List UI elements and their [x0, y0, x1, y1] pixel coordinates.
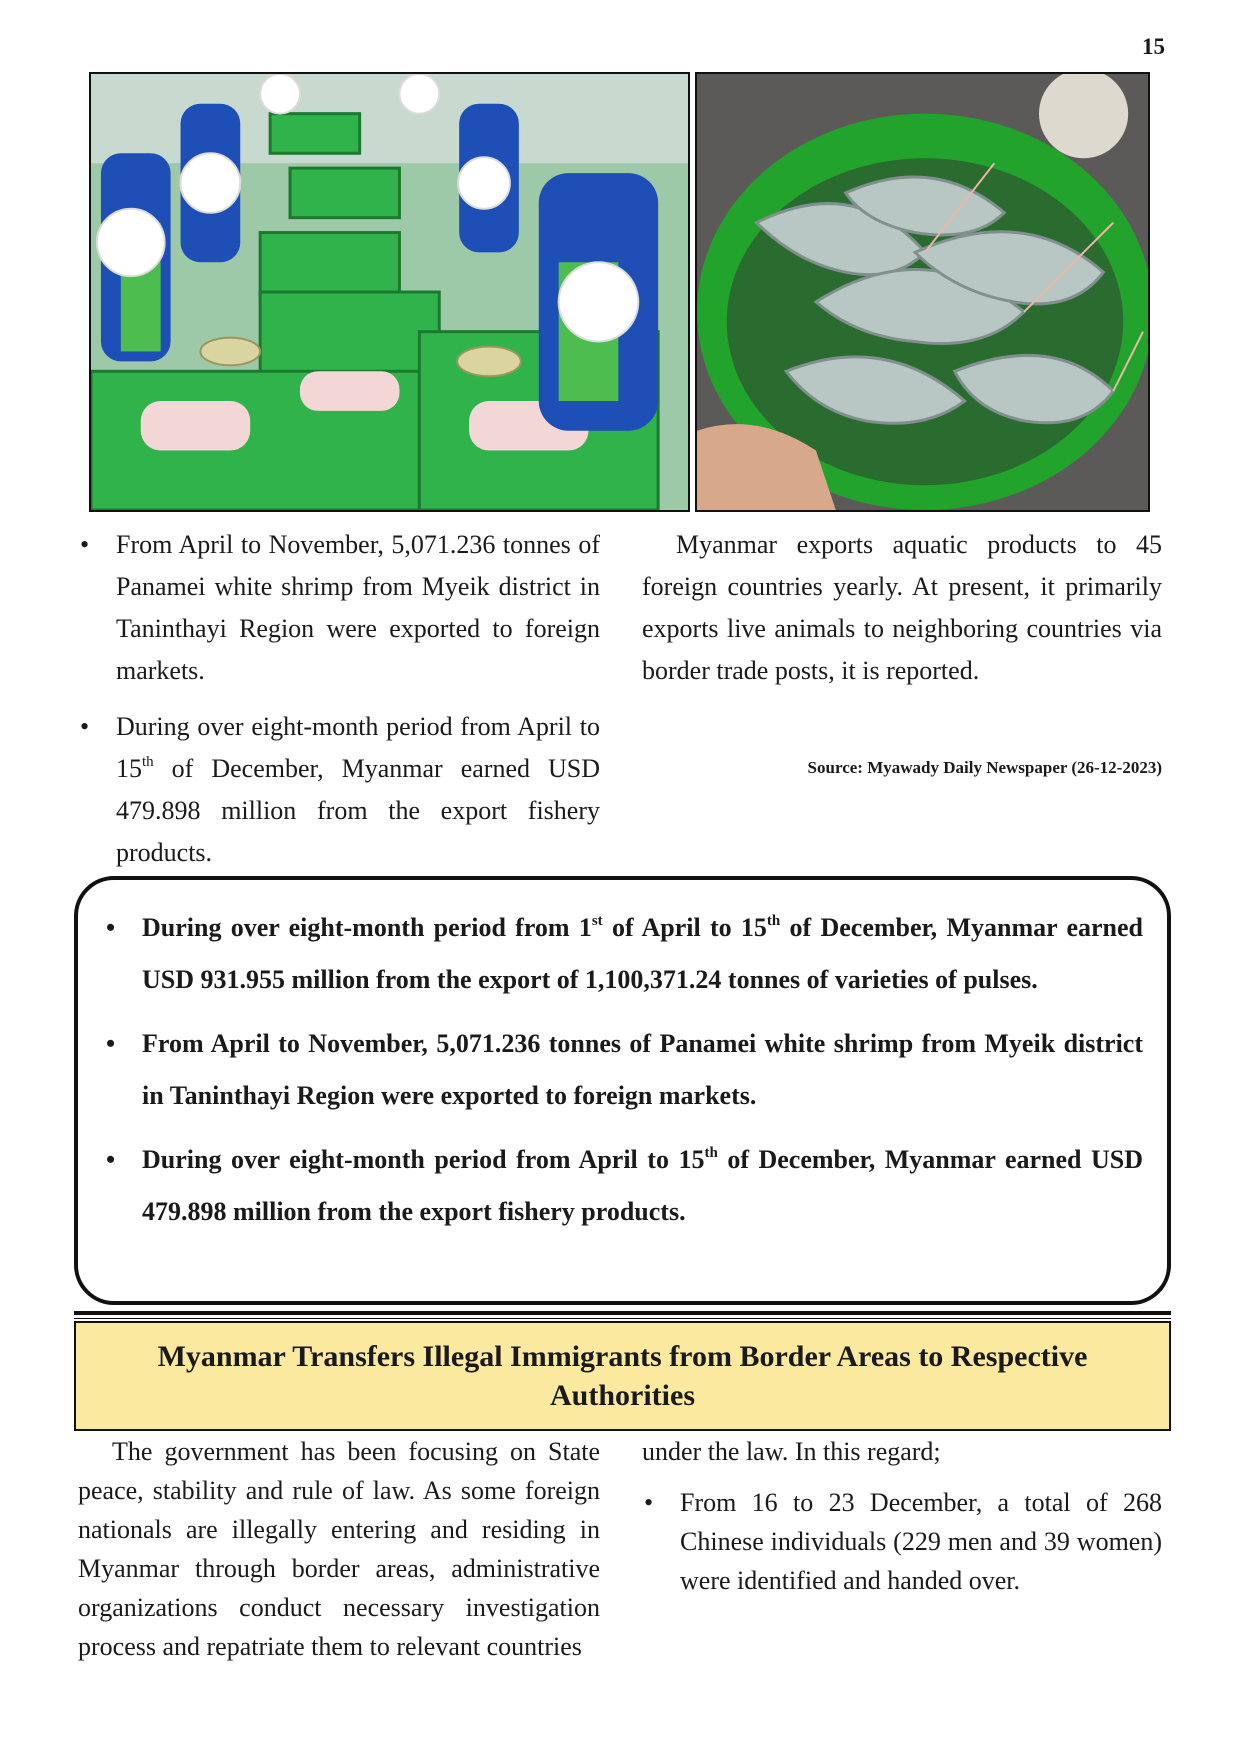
shrimp-export-summary-bullet: • From April to November, 5,071.236 tonnes of Panamei white shrimp from Myeik district in Taninthayi Region were exported to foreign markets. — [106, 1018, 1143, 1122]
article-paragraph-continued: under the law. In this regard; — [642, 1437, 941, 1466]
article-right-column — [642, 1432, 1162, 1600]
article-headline: Myanmar Transfers Illegal Immigrants from Border Areas to Respective Authorities — [74, 1321, 1171, 1431]
pulses-export-bullet: • During over eight-month period from 1st of April to 15th of December, Myanmar earned USD 931.955 million from the export of 1,100,371.24 tonnes of varieties of pulses. — [106, 902, 1143, 1006]
page-number: 15 — [1142, 34, 1165, 59]
seafood-processing-photo — [89, 72, 690, 512]
summary-box — [74, 876, 1171, 1305]
shrimp-export-bullet: • From April to November, 5,071.236 tonnes of Panamei white shrimp from Myeik district in Taninthayi Region were exported to foreign markets. — [78, 524, 600, 692]
source-citation: Source: Myawady Daily Newspaper (26-12-2023) — [807, 758, 1162, 777]
section-divider — [74, 1311, 1171, 1315]
fishery-earnings-bullet: • During over eight-month period from April to 15th of December, Myanmar earned USD 479.898 million from the export fishery products. — [78, 706, 600, 874]
fishery-exports-column — [78, 524, 600, 888]
article-paragraph: The government has been focusing on State peace, stability and rule of law. As some foreign nationals are illegally entering and residing in Myanmar through border areas, administrative organizations conduct necessary investigation process and repatriate them to relevant countries — [78, 1437, 600, 1661]
shrimp-basket-photo — [695, 72, 1150, 512]
article-left-column — [78, 1432, 600, 1666]
immigrants-handover-bullet: • From 16 to 23 December, a total of 268 Chinese individuals (229 men and 39 women) were identified and handed over. — [642, 1483, 1162, 1600]
aquatic-exports-column — [642, 524, 1162, 692]
section-divider-thin — [74, 1318, 1171, 1319]
aquatic-exports-paragraph: Myanmar exports aquatic products to 45 foreign countries yearly. At present, it primarily exports live animals to neighboring countries via border trade posts, it is reported. — [642, 530, 1162, 685]
fishery-earnings-summary-bullet: • During over eight-month period from April to 15th of December, Myanmar earned USD 479.898 million from the export fishery products. — [106, 1134, 1143, 1238]
